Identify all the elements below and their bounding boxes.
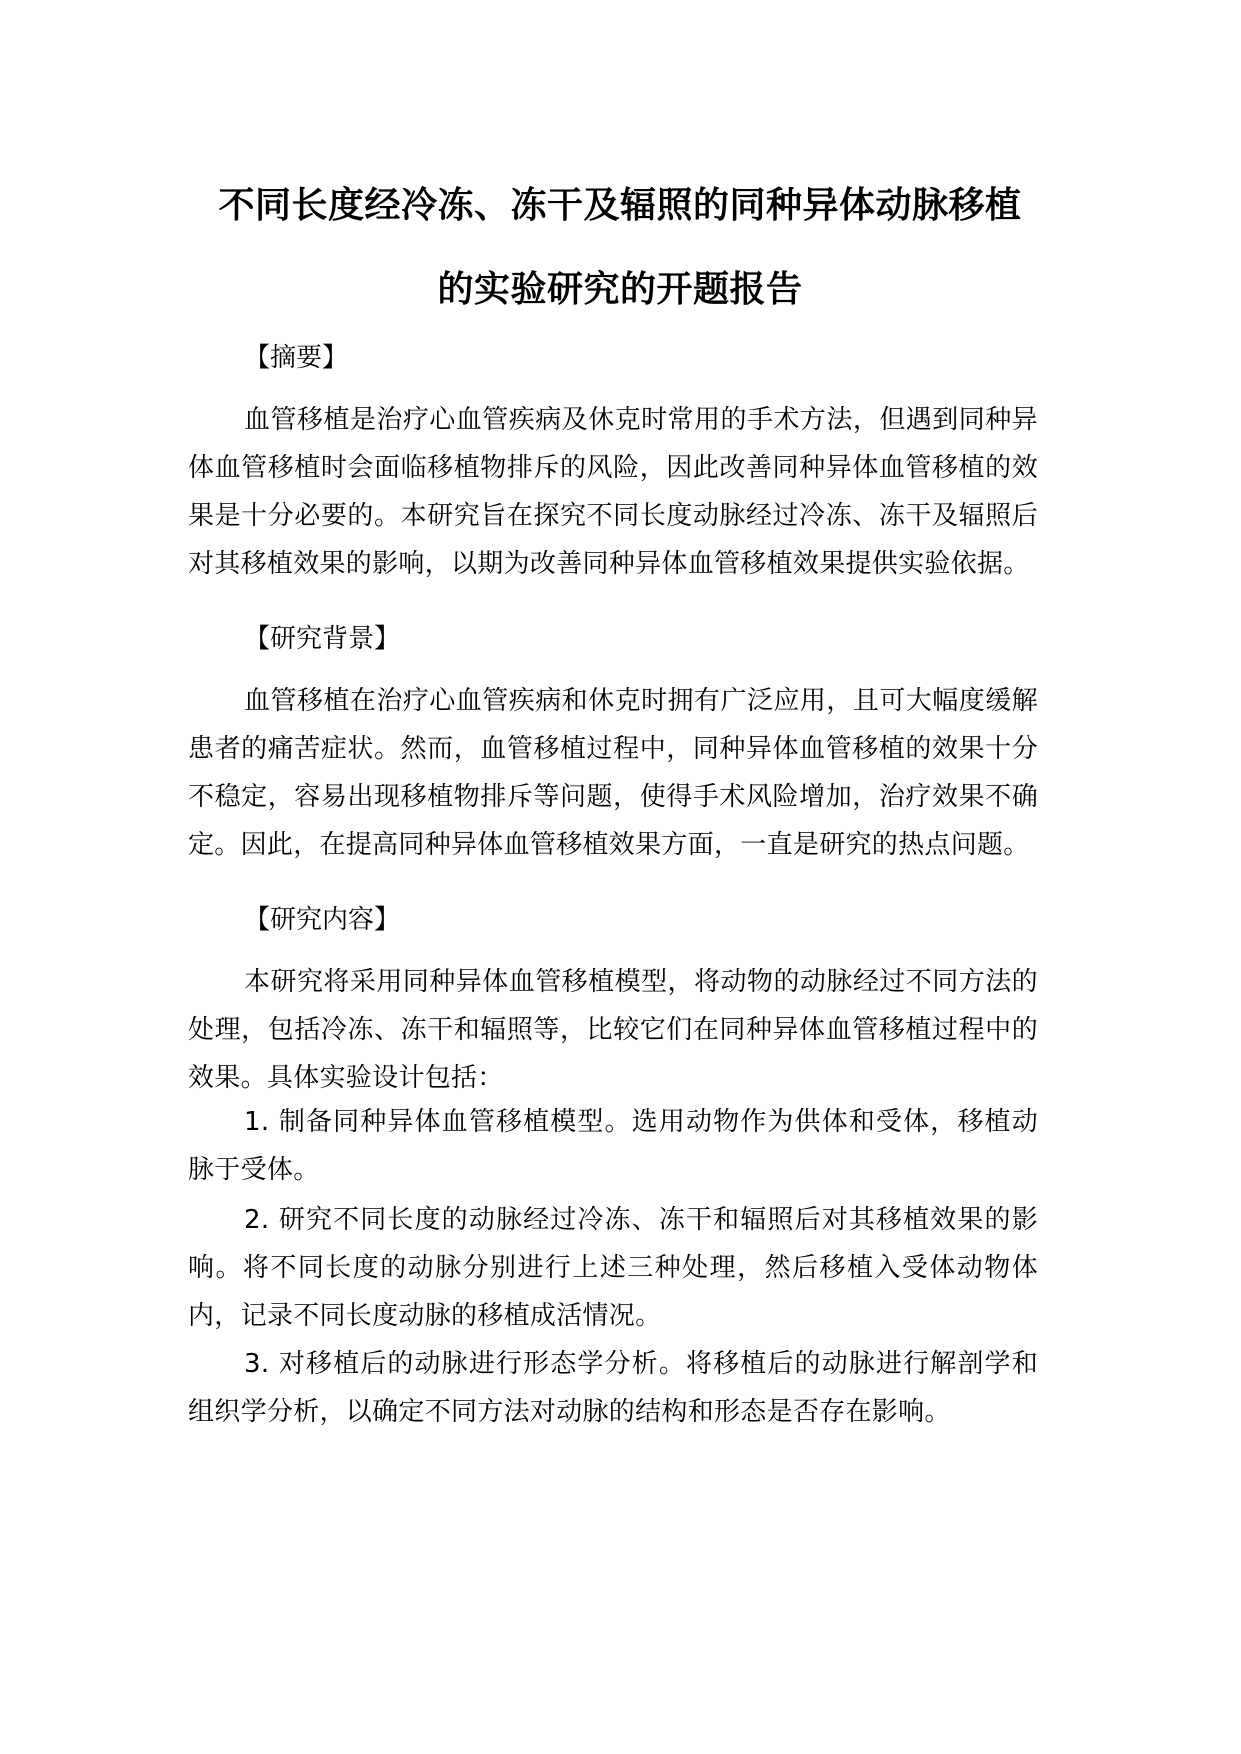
content-item-1: 1. 制备同种异体血管移植模型。选用动物作为供体和受体，移植动脉于受体。	[188, 1107, 1038, 1185]
section-heading-content: 【研究内容】	[244, 905, 401, 935]
abstract-paragraph: 血管移植是治疗心血管疾病及休克时常用的手术方法，但遇到同种异体血管移植时会面临移植物排斥的风险，因此改善同种异体血管移植的效果是十分必要的。本研究旨在探究不同长度动脉经过冷冻、冻干及辐照后对其移植效果的影响，以期为改善同种异体血管移植效果提供实验依据。	[188, 405, 1038, 579]
content-item-3: 3. 对移植后的动脉进行形态学分析。将移植后的动脉进行解剖学和组织学分析，以确定不同方法对动脉的结构和形态是否存在影响。	[188, 1349, 1038, 1427]
document-title-line-2: 的实验研究的开题报告	[437, 269, 803, 310]
content-intro-paragraph: 本研究将采用同种异体血管移植模型，将动物的动脉经过不同方法的处理，包括冷冻、冻干和辐照等，比较它们在同种异体血管移植过程中的效果。具体实验设计包括：	[188, 967, 1038, 1093]
section-heading-abstract: 【摘要】	[244, 343, 349, 373]
document-title-line-1: 不同长度经冷冻、冻干及辐照的同种异体动脉移植	[218, 185, 1022, 226]
content-item-2: 2. 研究不同长度的动脉经过冷冻、冻干和辐照后对其移植效果的影响。将不同长度的动脉分别进行上述三种处理，然后移植入受体动物体内，记录不同长度动脉的移植成活情况。	[188, 1205, 1038, 1331]
background-paragraph: 血管移植在治疗心血管疾病和休克时拥有广泛应用，且可大幅度缓解患者的痛苦症状。然而，血管移植过程中，同种异体血管移植的效果十分不稳定，容易出现移植物排斥等问题，使得手术风险增加，治疗效果不确定。因此，在提高同种异体血管移植效果方面，一直是研究的热点问题。	[188, 686, 1038, 860]
section-heading-background: 【研究背景】	[244, 624, 401, 654]
